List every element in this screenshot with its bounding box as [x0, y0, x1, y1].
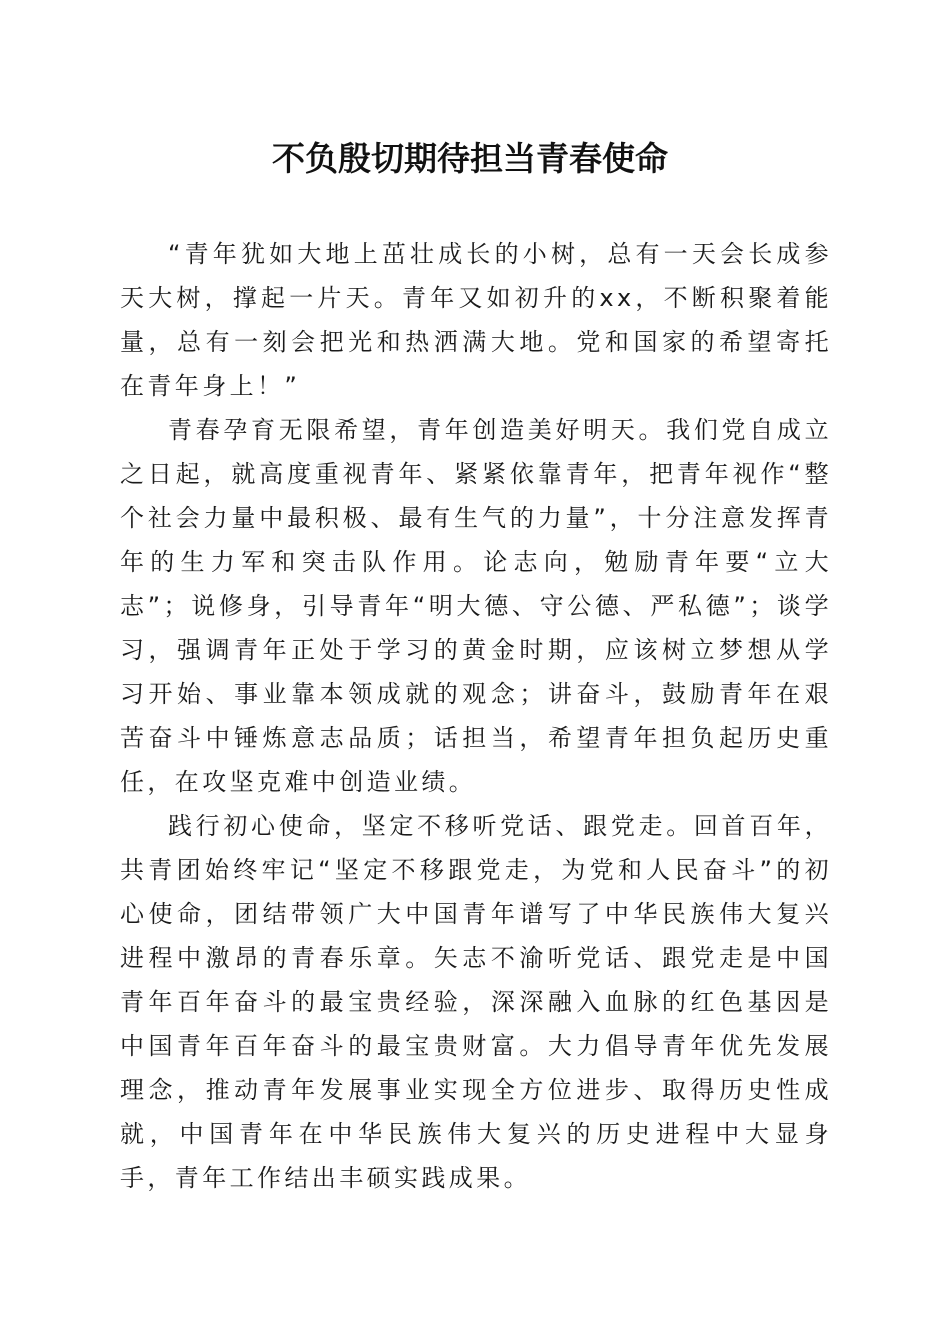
document-title: 不负殷切期待担当青春使命 — [272, 139, 668, 178]
paragraph-youth-hope: 青春孕育无限希望，青年创造美好明天。我们党自成立之日起，就高度重视青年、紧紧依靠青年，把青年视作“整个社会力量中最积极、最有生气的力量”，十分注意发挥青年的生力军和突击队作用。论志向，勉励青年要“立大志”；说修身，引导青年“明大德、守公德、严私德”；谈学习，强调青年正处于学习的黄金时期，应该树立梦想从学习开始、事业靠本领成就的观念；讲奋斗，鼓励青年在艰苦奋斗中锤炼意志品质；话担当，希望青年担负起历史重任，在攻坚克难中创造业绩。 — [120, 416, 832, 796]
document-body — [120, 232, 832, 1200]
paragraph-quote: “青年犹如大地上茁壮成长的小树，总有一天会长成参天大树，撑起一片天。青年又如初升的xx，不断积聚着能量，总有一刻会把光和热洒满大地。党和国家的希望寄托在青年身上！” — [120, 240, 832, 400]
paragraph-mission: 践行初心使命，坚定不移听党话、跟党走。回首百年，共青团始终牢记“坚定不移跟党走，为党和人民奋斗”的初心使命，团结带领广大中国青年谱写了中华民族伟大复兴进程中激昂的青春乐章。矢志不渝听党话、跟党走是中国青年百年奋斗的最宝贵经验，深深融入血脉的红色基因是中国青年百年奋斗的最宝贵财富。大力倡导青年优先发展理念，推动青年发展事业实现全方位进步、取得历史性成就，中国青年在中华民族伟大复兴的历史进程中大显身手，青年工作结出丰硕实践成果。 — [120, 812, 832, 1192]
